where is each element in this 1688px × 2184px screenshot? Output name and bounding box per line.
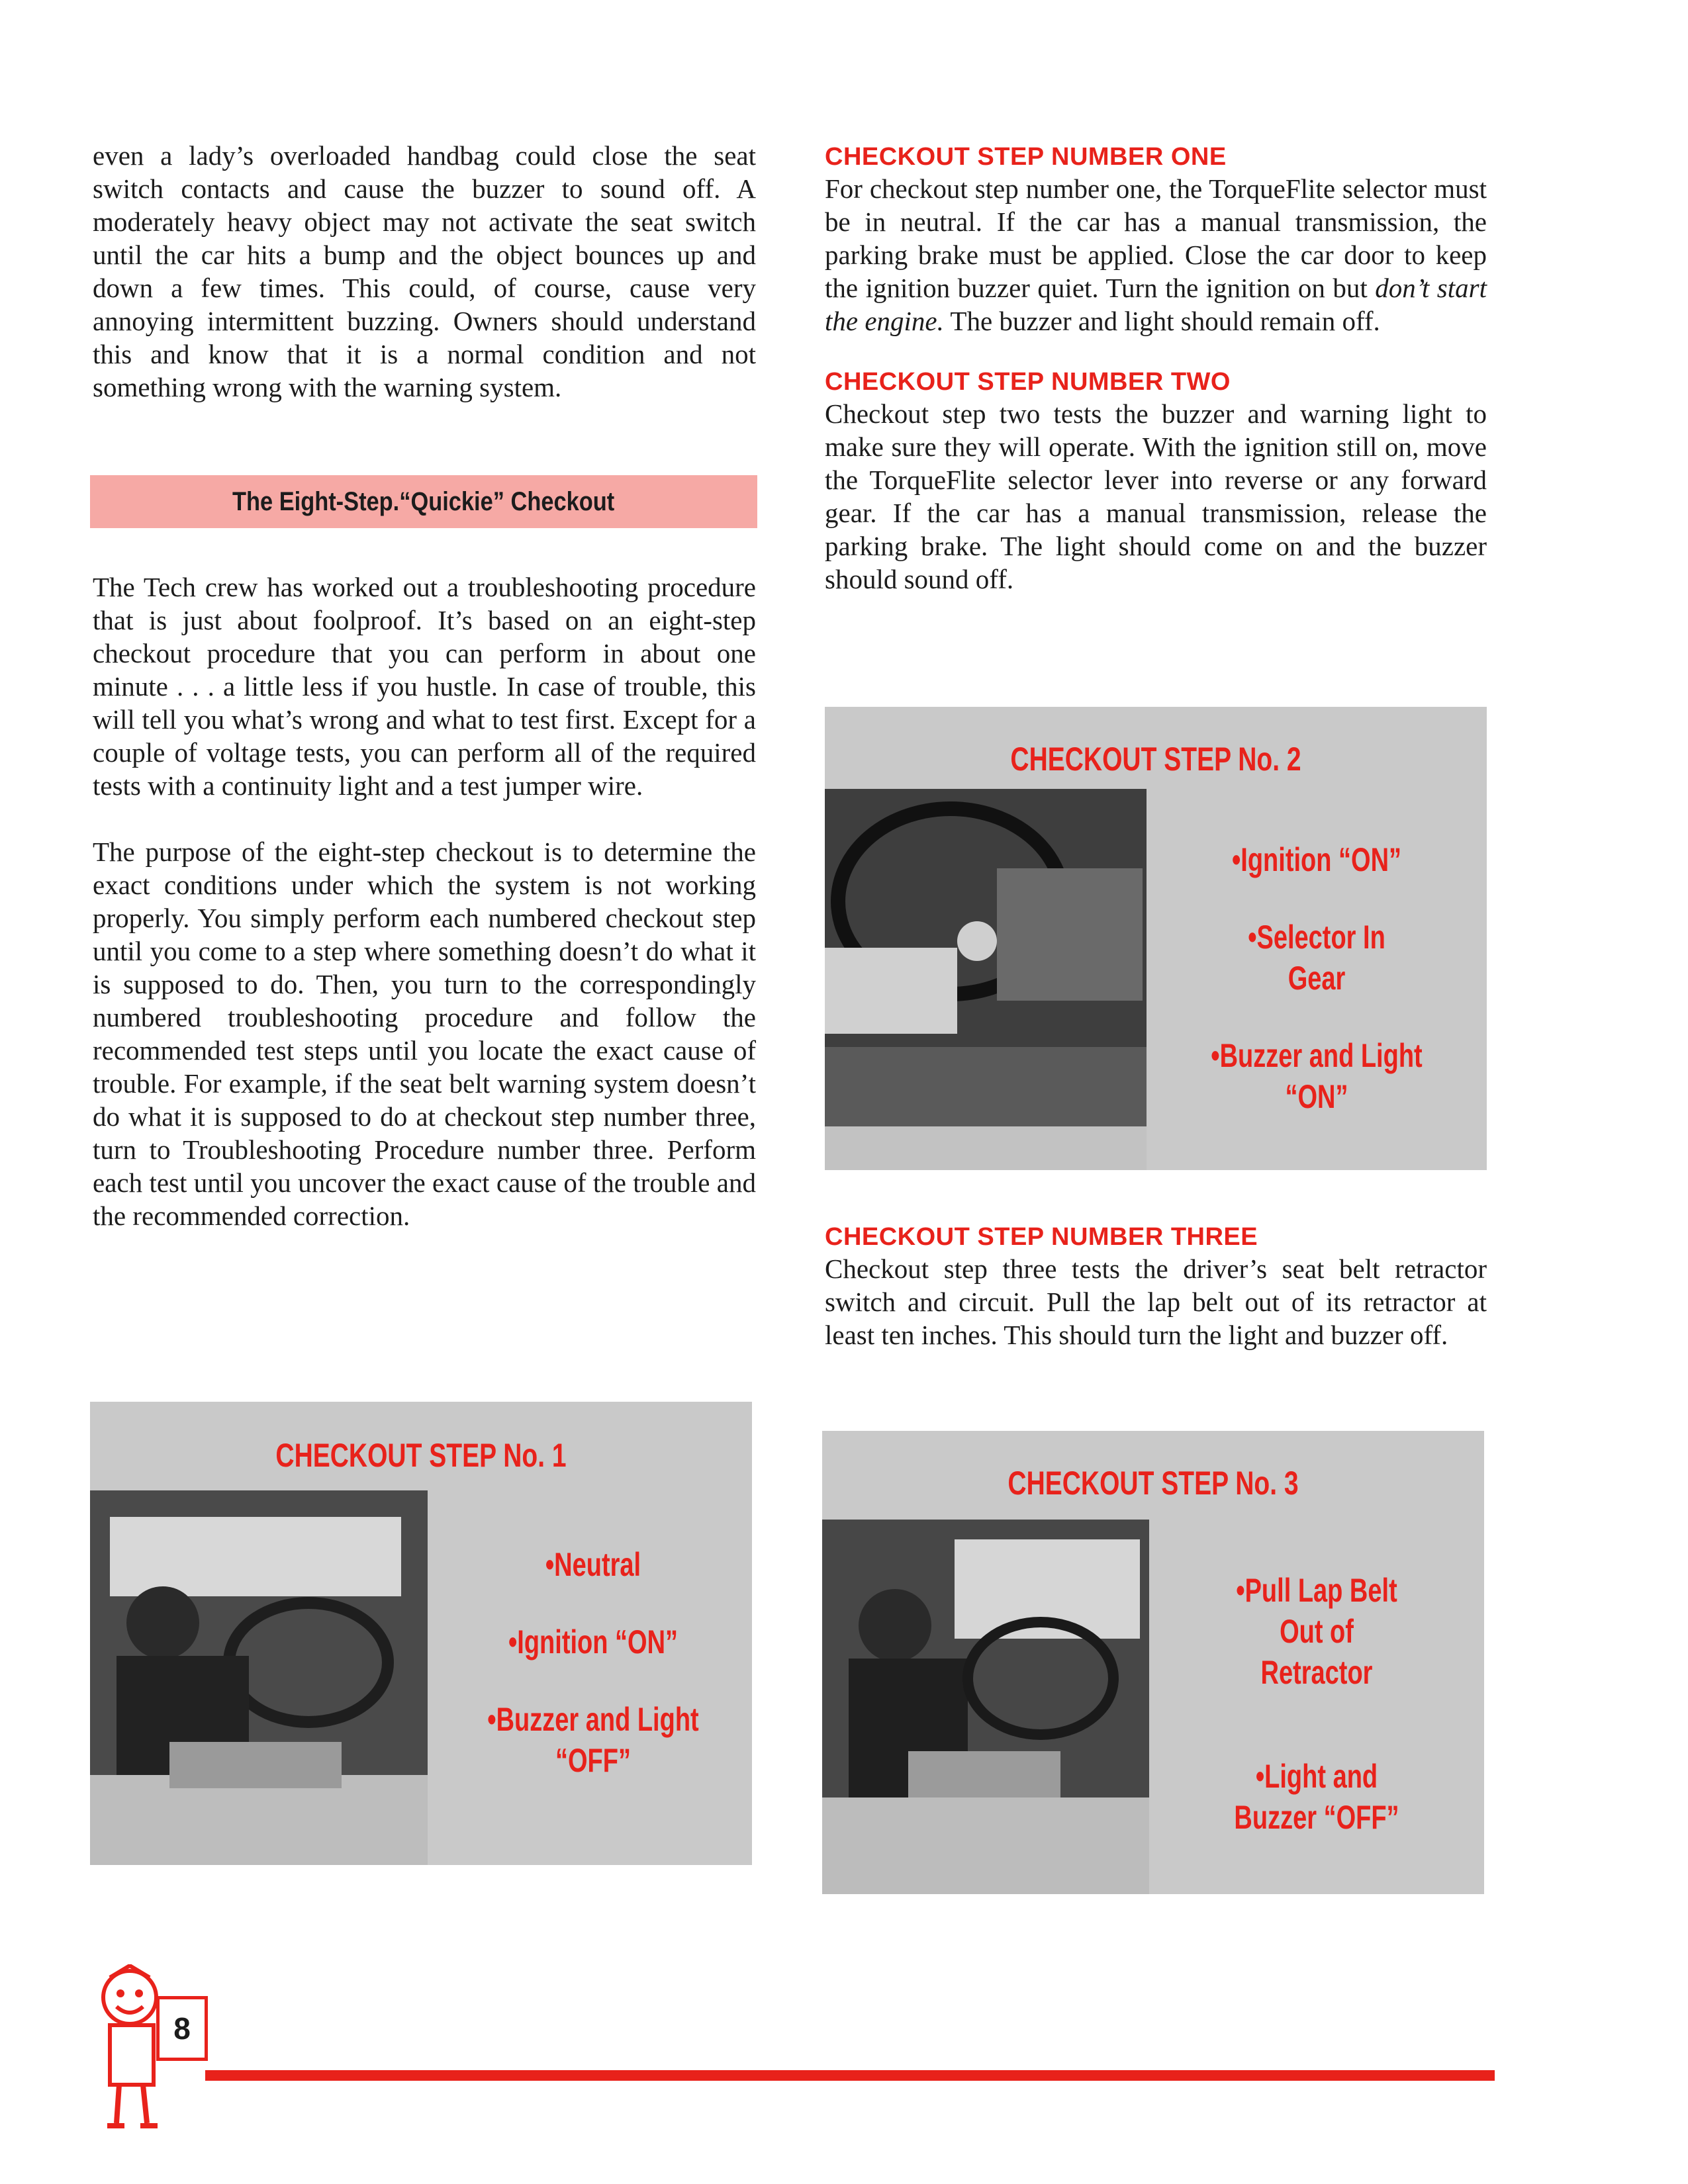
left-column — [93, 139, 756, 404]
step-1-text — [825, 172, 1487, 338]
intro-paragraph: even a lady’s overloaded handbag could close the seat switch contacts and cause the buzzer to sound off. A moderately heavy object may not activate the seat switch until the car hits a bump and the object bounces up and down a few times. This could, of course, cause very annoying intermittent buzzing. Owners should understand this and know that it is a normal condition and not something wrong with the warning system. — [93, 140, 756, 402]
bullet-pull-lap-belt-2: Out of — [1280, 1613, 1354, 1650]
panel-1-title: CHECKOUT STEP No. 1 — [275, 1437, 567, 1474]
car-interior-photo-2 — [825, 789, 1147, 1170]
checkout-panel-3 — [822, 1431, 1484, 1894]
left-body — [93, 570, 756, 1232]
panel-3-title: CHECKOUT STEP No. 3 — [1008, 1465, 1299, 1502]
section-banner-title: The Eight-Step.“Quickie” Checkout — [232, 486, 615, 516]
panel-1-photo — [90, 1490, 428, 1865]
bullet-light-buzzer-off-2: Buzzer “OFF” — [1234, 1799, 1399, 1836]
panel-1-bullets — [434, 1544, 752, 1781]
step-2-heading: CHECKOUT STEP NUMBER TWO — [825, 368, 1231, 396]
bullet-light-buzzer-off: •Light and — [1255, 1758, 1378, 1795]
panel-2-photo — [825, 789, 1147, 1170]
checkout-panel-2 — [825, 707, 1487, 1170]
step-3-heading: CHECKOUT STEP NUMBER THREE — [825, 1223, 1258, 1251]
bullet-selector-in-gear: •Selector In — [1248, 919, 1385, 956]
right-column — [825, 142, 1487, 596]
page-number: 8 — [156, 1996, 208, 2061]
step-2-text: Checkout step two tests the buzzer and warning light to make sure they will operate. With the ignition still on, move the TorqueFlite selector lever into reverse or any forward gear. If the car has a manual transmission, release the parking brake. The light should come on and the buzzer should sound off. — [825, 398, 1487, 594]
panel-2-title: CHECKOUT STEP No. 2 — [1010, 741, 1301, 778]
bullet-buzzer-light-off-2: “OFF” — [555, 1742, 631, 1779]
bullet-pull-lap-belt: •Pull Lap Belt — [1236, 1572, 1397, 1609]
panel-3-photo — [822, 1520, 1149, 1894]
step-1-heading: CHECKOUT STEP NUMBER ONE — [825, 143, 1227, 171]
step-1-text-italic: don’t start the engine. — [825, 273, 1487, 336]
bullet-selector-in-gear-2: Gear — [1288, 960, 1346, 997]
checkout-panel-1 — [90, 1402, 752, 1865]
section-banner — [90, 475, 757, 528]
panel-2-bullets — [1147, 839, 1487, 1117]
footer-rule — [205, 2070, 1495, 2081]
bullet-neutral: •Neutral — [545, 1546, 641, 1583]
step-1-text-b: The buzzer and light should remain off. — [943, 306, 1380, 336]
step-3-text: Checkout step three tests the driver’s seat belt retractor switch and circuit. Pull the lap belt out of its retractor at least ten inches. This should turn the light and buzzer off. — [825, 1253, 1487, 1350]
bullet-buzzer-light-off: •Buzzer and Light — [487, 1701, 699, 1738]
bullet-ignition-on: •Ignition “ON” — [1231, 841, 1402, 878]
bullet-pull-lap-belt-3: Retractor — [1260, 1654, 1373, 1691]
panel-3-bullets — [1149, 1570, 1484, 1838]
body-paragraph-2: The purpose of the eight-step checkout is to determine the exact conditions under which the system is not working properly. You simply perform each numbered checkout step until you come to a step where something doesn’t do what it is supposed to do. Then, you turn to the correspondingly numbered troubleshooting procedure and follow the recommended test steps until you locate the exact cause of trouble. For example, if the seat belt warning system doesn’t do what it is supposed to do at checkout step number three, turn to Troubleshooting Procedure number three. Perform each test until you uncover the exact cause of the trouble and the recommended correction. — [93, 837, 756, 1231]
step-1-text-a: For checkout step number one, the TorqueFlite selector must be in neutral. If the car has a manual transmission, the parking brake must be applied. Close the car door to keep the ignition buzzer quiet. Turn the ignition on but — [825, 173, 1487, 303]
bullet-buzzer-light-on-2: “ON” — [1285, 1078, 1348, 1115]
bullet-ignition-on: •Ignition “ON” — [508, 1623, 679, 1661]
car-interior-photo-3 — [822, 1520, 1149, 1894]
bullet-buzzer-light-on: •Buzzer and Light — [1211, 1037, 1423, 1074]
car-interior-photo-1 — [90, 1490, 428, 1865]
body-paragraph-1: The Tech crew has worked out a troubleshooting procedure that is just about foolproof. It’s based on an eight-step checkout procedure that you can perform in about one minute . . . a little less if you hustle. In case of trouble, this will tell you what’s wrong and what to test first. Except for a couple of voltage tests, you can perform all of the required tests with a continuity light and a test jumper wire. — [93, 572, 756, 801]
right-column-step-3 — [825, 1222, 1487, 1351]
